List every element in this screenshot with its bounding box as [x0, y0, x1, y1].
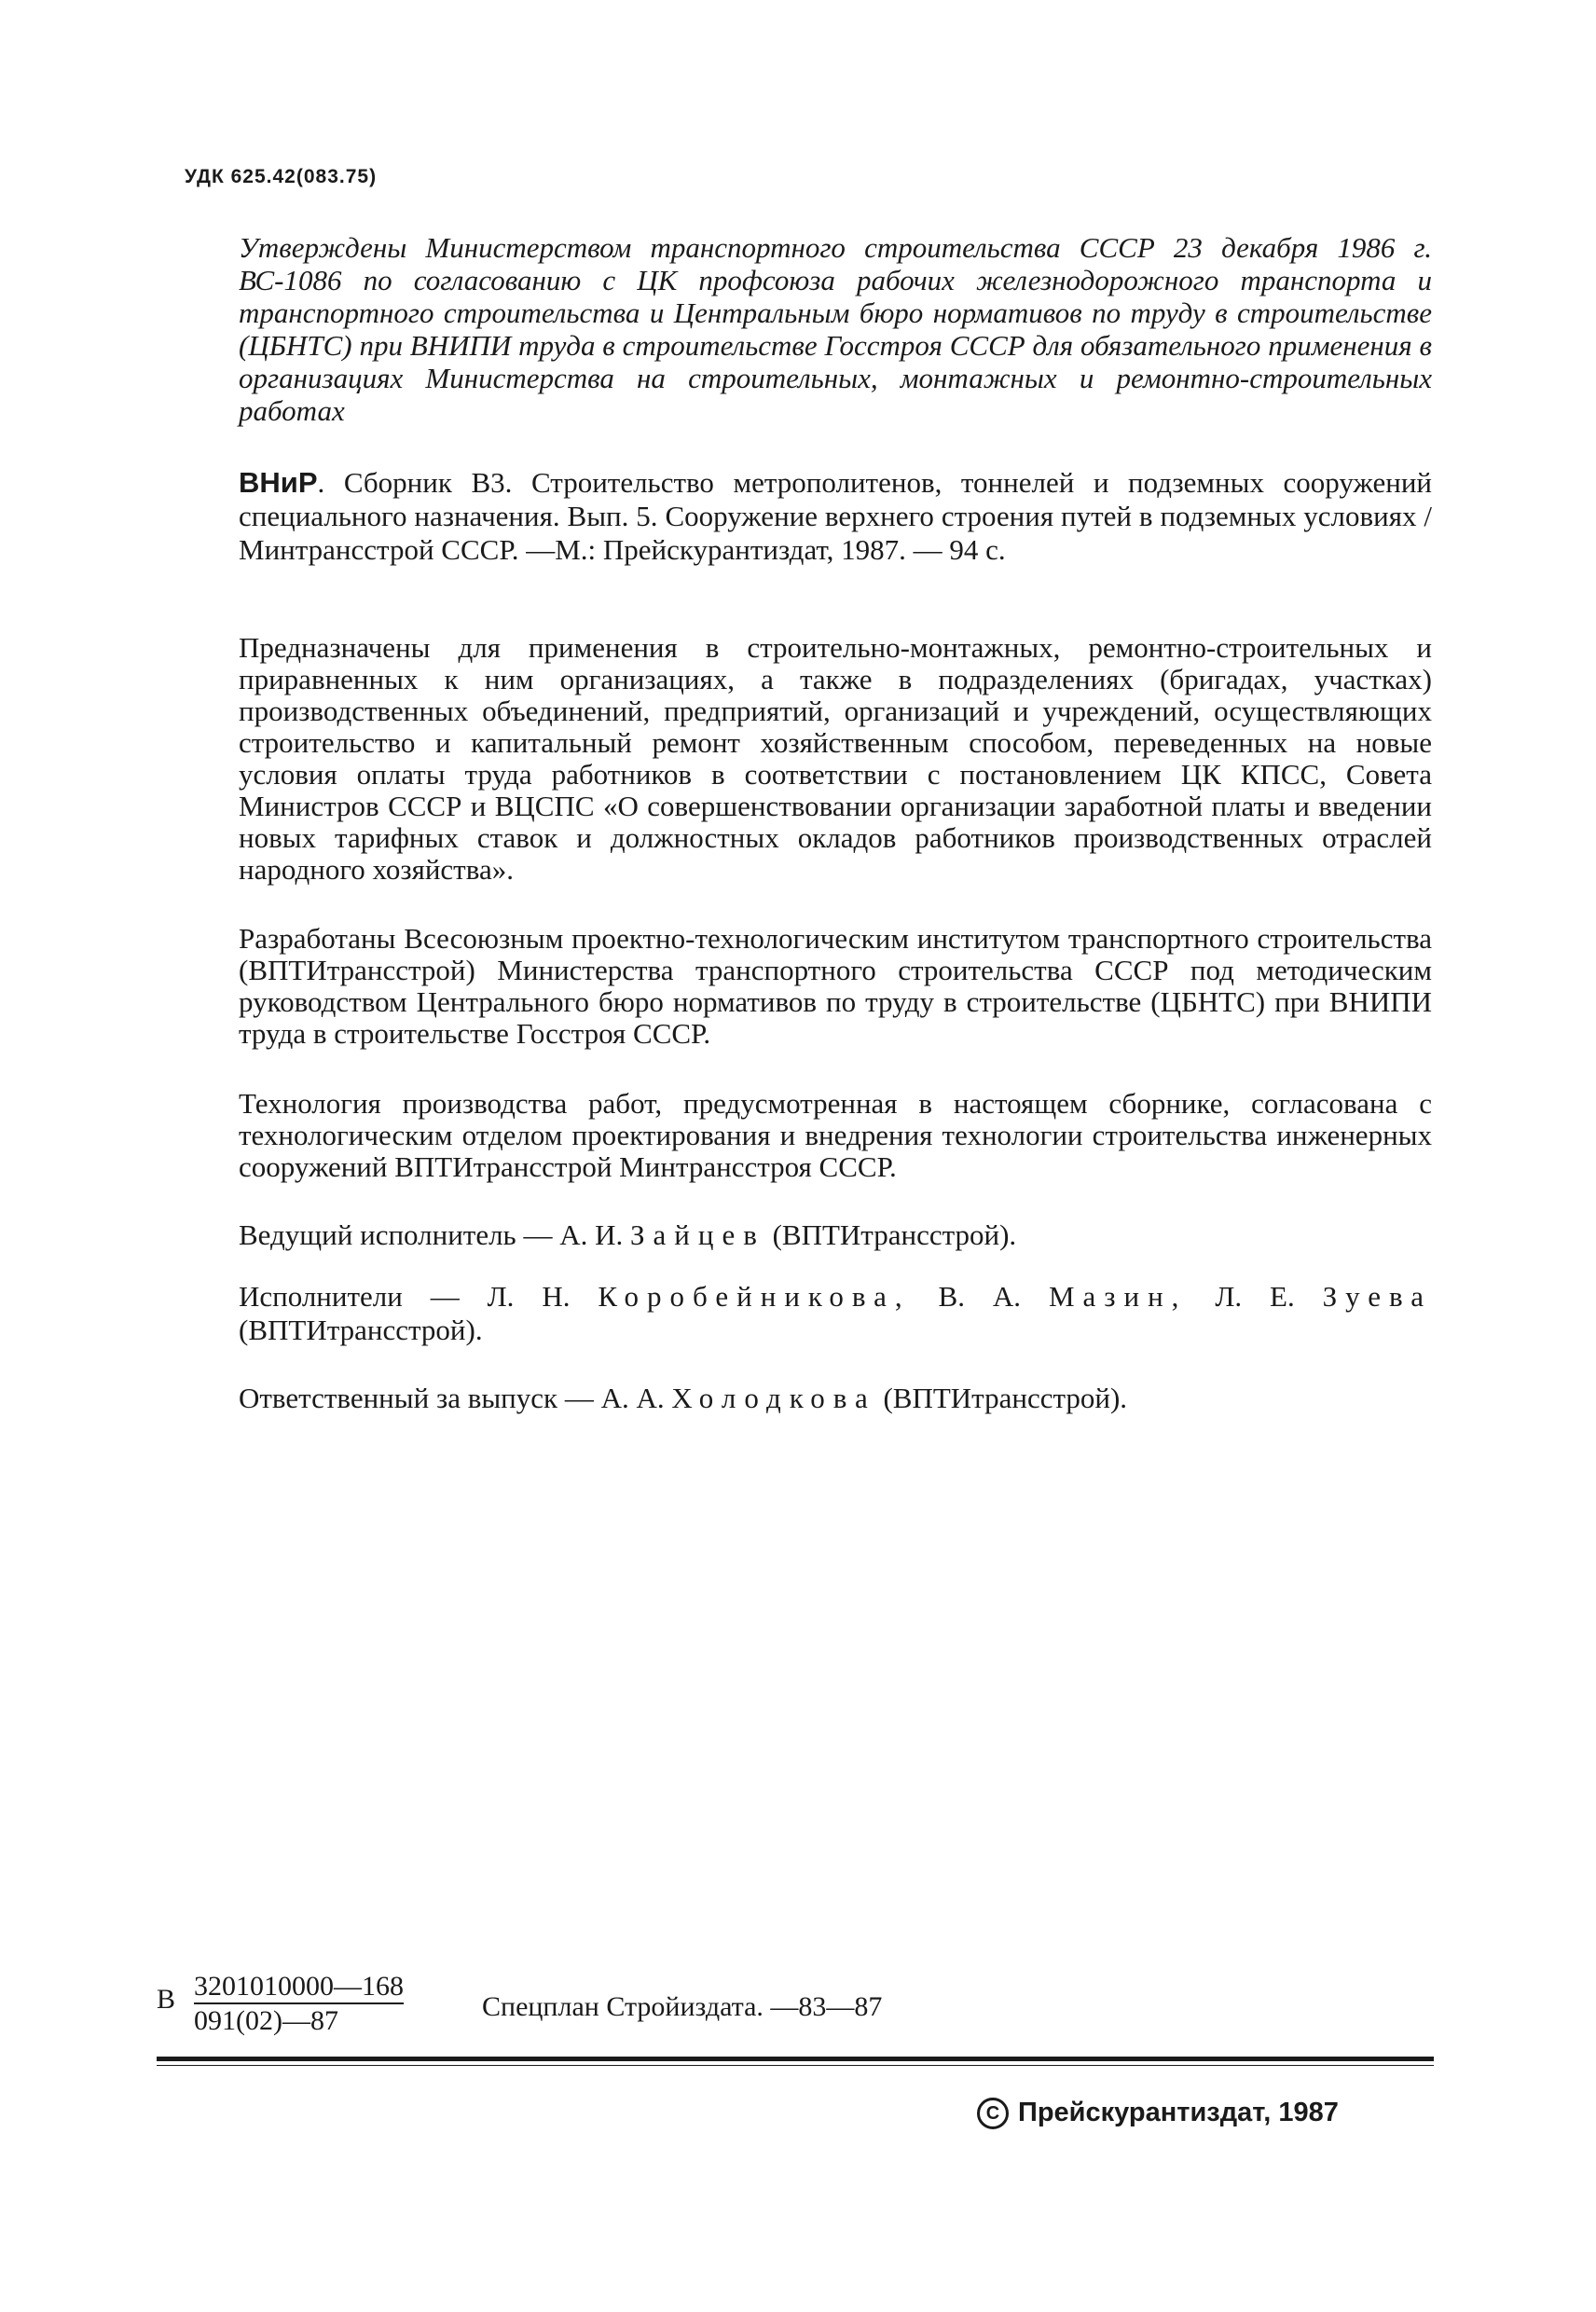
udk-code: УДК 625.42(083.75) — [185, 166, 378, 187]
bibliographic-abbr: ВНиР — [239, 466, 318, 499]
executor-initials-3: Л. Е. — [1215, 1280, 1295, 1313]
index-fraction — [194, 1971, 404, 2038]
executors-label: Исполнители — Л. Н. — [239, 1280, 571, 1313]
executor-name-1: Коробейникова, — [598, 1280, 911, 1313]
lead-executor-name: Зайцев — [629, 1218, 765, 1251]
lead-executor-label: Ведущий исполнитель — А. И. — [239, 1218, 624, 1251]
lead-executor-org: (ВПТИтрансстрой). — [772, 1218, 1017, 1251]
copyright-text: Прейскурантиздат, 1987 — [1018, 2098, 1339, 2127]
lead-executor — [239, 1218, 1016, 1252]
purpose-paragraph: Предназначены для применения в строительно-монтажных, ремонтно-строительных и приравненных к ним организациях, а также в подразделениях (бригадах, участках) производственных объединений, предприятий, организаций и учреждений, осуществляющих строительство и капитальный ремонт хозяйственным способом, переведенных на новые условия оплаты труда работников в соответствии с постановлением ЦК КПСС, Совета Министров СССР и ВЦСПС «О совершенствовании организации заработной платы и введении новых тарифных ставок и должностных окладов работников производственных отраслей народного хозяйства». — [239, 631, 1432, 886]
responsible-editor — [239, 1382, 1127, 1415]
executor-initials-2: В. А. — [938, 1280, 1022, 1313]
bibliographic-text: . Сборник В3. Строительство метрополитенов, тоннелей и подземных сооружений специального назначения. Вып. 5. Сооружение верхнего строения путей в подземных условиях /Минтрансстрой СССР. —М.: Прейскурантиздат, 1987. — 94 с. — [239, 466, 1432, 566]
index-letter: В — [157, 1984, 176, 2015]
copyright-line — [977, 2098, 1339, 2129]
footer-rule-thick — [157, 2057, 1434, 2061]
executor-name-2: Мазин, — [1048, 1280, 1188, 1313]
copyright-icon: C — [977, 2098, 1009, 2129]
executors-org: (ВПТИтрансстрой). — [239, 1314, 483, 1346]
developer-paragraph: Разработаны Всесоюзным проектно-технологическим институтом транспортного строительства (ВПТИтрансстрой) Министерства транспортного строительства СССР под методическим руководством Центрального бюро нормативов по труду в строительстве (ЦБНТС) при ВНИПИ труда в строительстве Госстроя СССР. — [239, 922, 1432, 1050]
bibliographic-record — [239, 466, 1432, 567]
responsible-label: Ответственный за выпуск — А. А. — [239, 1382, 665, 1414]
executors — [239, 1280, 1432, 1347]
index-denominator: 091(02)—87 — [194, 2005, 338, 2036]
publisher-plan: Спецплан Стройиздата. —83—87 — [482, 1991, 883, 2022]
index-numerator: 3201010000—168 — [194, 1971, 404, 2004]
technology-paragraph: Технология производства работ, предусмотренная в настоящем сборнике, согласована с технологическим отделом проектирования и внедрения технологии строительства инженерных сооружений ВПТИтрансстрой Минтрансстроя СССР. — [239, 1087, 1432, 1183]
responsible-org: (ВПТИтрансстрой). — [883, 1382, 1128, 1414]
footer-rule-thin — [157, 2065, 1434, 2066]
responsible-name: Холодкова — [671, 1382, 876, 1414]
executor-name-3: Зуева — [1322, 1280, 1432, 1313]
approval-statement: Утверждены Министерством транспортного строительства СССР 23 декабря 1986 г. ВС-1086 по согласованию с ЦК профсоюза рабочих железнодорожного транспорта и транспортного строительства и Центральным бюро нормативов по труду в строительстве (ЦБНТС) при ВНИПИ труда в строительстве Госстроя СССР для обязательного применения в организациях Министерства на строительных, монтажных и ремонтно-строительных работах — [239, 231, 1432, 427]
